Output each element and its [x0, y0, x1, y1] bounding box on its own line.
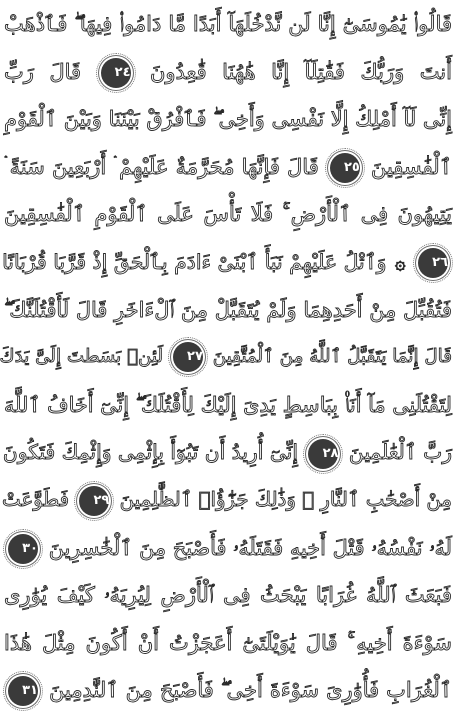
verse-line: [4, 147, 452, 187]
verse-text: قَالَ إِنَّمَا يَتَقَبَّلُ ٱللَّهُ مِنَ ٱلْمُتَّقِينَ: [212, 346, 452, 368]
verse-line: [4, 99, 452, 139]
verse-text: ٱلْغُرَابِ فَأُوَٰرِىَ سَوْءَةَ أَخِى ۖ فَأَصْبَحَ مِنَ ٱلنَّٰدِمِينَ: [49, 678, 452, 703]
verse-text: ٱلْفَٰسِقِينَ: [370, 154, 452, 179]
verse-line: [4, 670, 452, 710]
verse-text: لِتَقْتُلَنِى مَآ أَنَا۠ بِبَاسِطٍ يَدِىَ إِلَيْكَ لِأَقْتُلَكَ ۖ إِنِّىٓ أَخَافُ ٱللَّهَ: [4, 392, 452, 417]
verse-line: [4, 575, 452, 615]
verse-text: قَالُوا۟ يَٰمُوسَىٰٓ إِنَّا لَن نَّدْخُلَهَآ أَبَدًا مَّا دَامُوا۟ فِيهَا ۖ فَٱذْهَبْ: [4, 12, 452, 36]
verse-line: [4, 385, 452, 425]
verse-line: [4, 242, 452, 282]
verse-line: [0, 337, 452, 377]
verse-text: يَتِيهُونَ فِى ٱلْأَرْضِ ۚ فَلَا تَأْسَ عَلَى ٱلْقَوْمِ ٱلْفَٰسِقِينَ: [4, 202, 452, 227]
ayah-number-marker: ٣٠: [8, 534, 38, 564]
verse-text: وَٱتْلُ عَلَيْهِمْ نَبَأَ ٱبْنَىْ ءَادَمَ بِٱلْحَقِّ إِذْ قَرَّبَا قُرْبَانًا: [2, 250, 387, 274]
ayah-number-marker: ٢٥: [330, 153, 360, 183]
ayah-number-marker: ٣١: [8, 676, 38, 706]
verse-line: [4, 52, 452, 92]
verse-text: لَئِنۢ بَسَطتَ إِلَىَّ يَدَكَ: [0, 346, 164, 368]
verse-line: [4, 623, 452, 663]
verse-line: [4, 528, 452, 568]
verse-text: قَالَ فَإِنَّهَا مُحَرَّمَةٌ عَلَيْهِمْ ۛ أَرْبَعِينَ سَنَةً ۛ: [4, 154, 319, 179]
verse-text: سَوْءَةَ أَخِيهِ ۚ قَالَ يَٰوَيْلَتَىٰٓ أَعَجَزْتُ أَنْ أَكُونَ مِثْلَ هَٰذَا: [4, 630, 452, 655]
verse-line: [4, 432, 452, 472]
ayah-number-marker: ٢٦: [418, 248, 448, 278]
verse-text: لَهُۥ نَفْسُهُۥ قَتْلَ أَخِيهِ فَقَتَلَهُۥ فَأَصْبَحَ مِنَ ٱلْخَٰسِرِينَ: [48, 535, 452, 560]
verse-line: [4, 480, 452, 520]
ayah-number-marker: ٢٧: [173, 342, 203, 372]
verse-text: إِنِّى لَآ أَمْلِكُ إِلَّا نَفْسِى وَأَخِى ۖ فَٱفْرُقْ بَيْنَنَا وَبَيْنَ ٱلْقَوْمِ: [4, 107, 452, 132]
rub-el-hizb-icon: ۞: [394, 253, 406, 274]
ayah-number-marker: ٢٤: [101, 58, 131, 88]
verse-text: قَالَ رَبِّ: [4, 59, 82, 84]
verse-text: رَبَّ ٱلْعَٰلَمِينَ: [348, 440, 452, 465]
verse-text: مِنْ أَصْحَٰبِ ٱلنَّارِ ۚ وَذَٰلِكَ جَزَٰٓؤُا۟ ٱلظَّٰلِمِينَ: [119, 488, 452, 511]
verse-text: فَبَعَثَ ٱللَّهُ غُرَابًا يَبْحَثُ فِى ٱلْأَرْضِ لِيُرِيَهُۥ كَيْفَ يُوَٰرِى: [4, 583, 452, 608]
verse-text: فَتُقُبِّلَ مِنْ أَحَدِهِمَا وَلَمْ يُتَقَبَّلْ مِنَ ٱلْءَاخَرِ قَالَ لَأَقْتُلَنَّكَ ۖ: [4, 297, 452, 322]
ayah-number-marker: ٢٨: [308, 439, 338, 469]
verse-line: [4, 290, 452, 330]
verse-line: [4, 194, 452, 234]
ayah-number-marker: ٢٩: [79, 486, 109, 516]
verse-line: [4, 4, 452, 44]
verse-text: أَنتَ وَرَبُّكَ فَقَٰتِلَآ إِنَّا هَٰهُنَا قَٰعِدُونَ: [149, 59, 452, 84]
verse-text: فَطَوَّعَتْ: [2, 488, 70, 511]
verse-text: إِنِّىٓ أُرِيدُ أَن تَبُوٓأَ بِإِثْمِى وَإِثْمِكَ فَتَكُونَ: [2, 440, 298, 465]
